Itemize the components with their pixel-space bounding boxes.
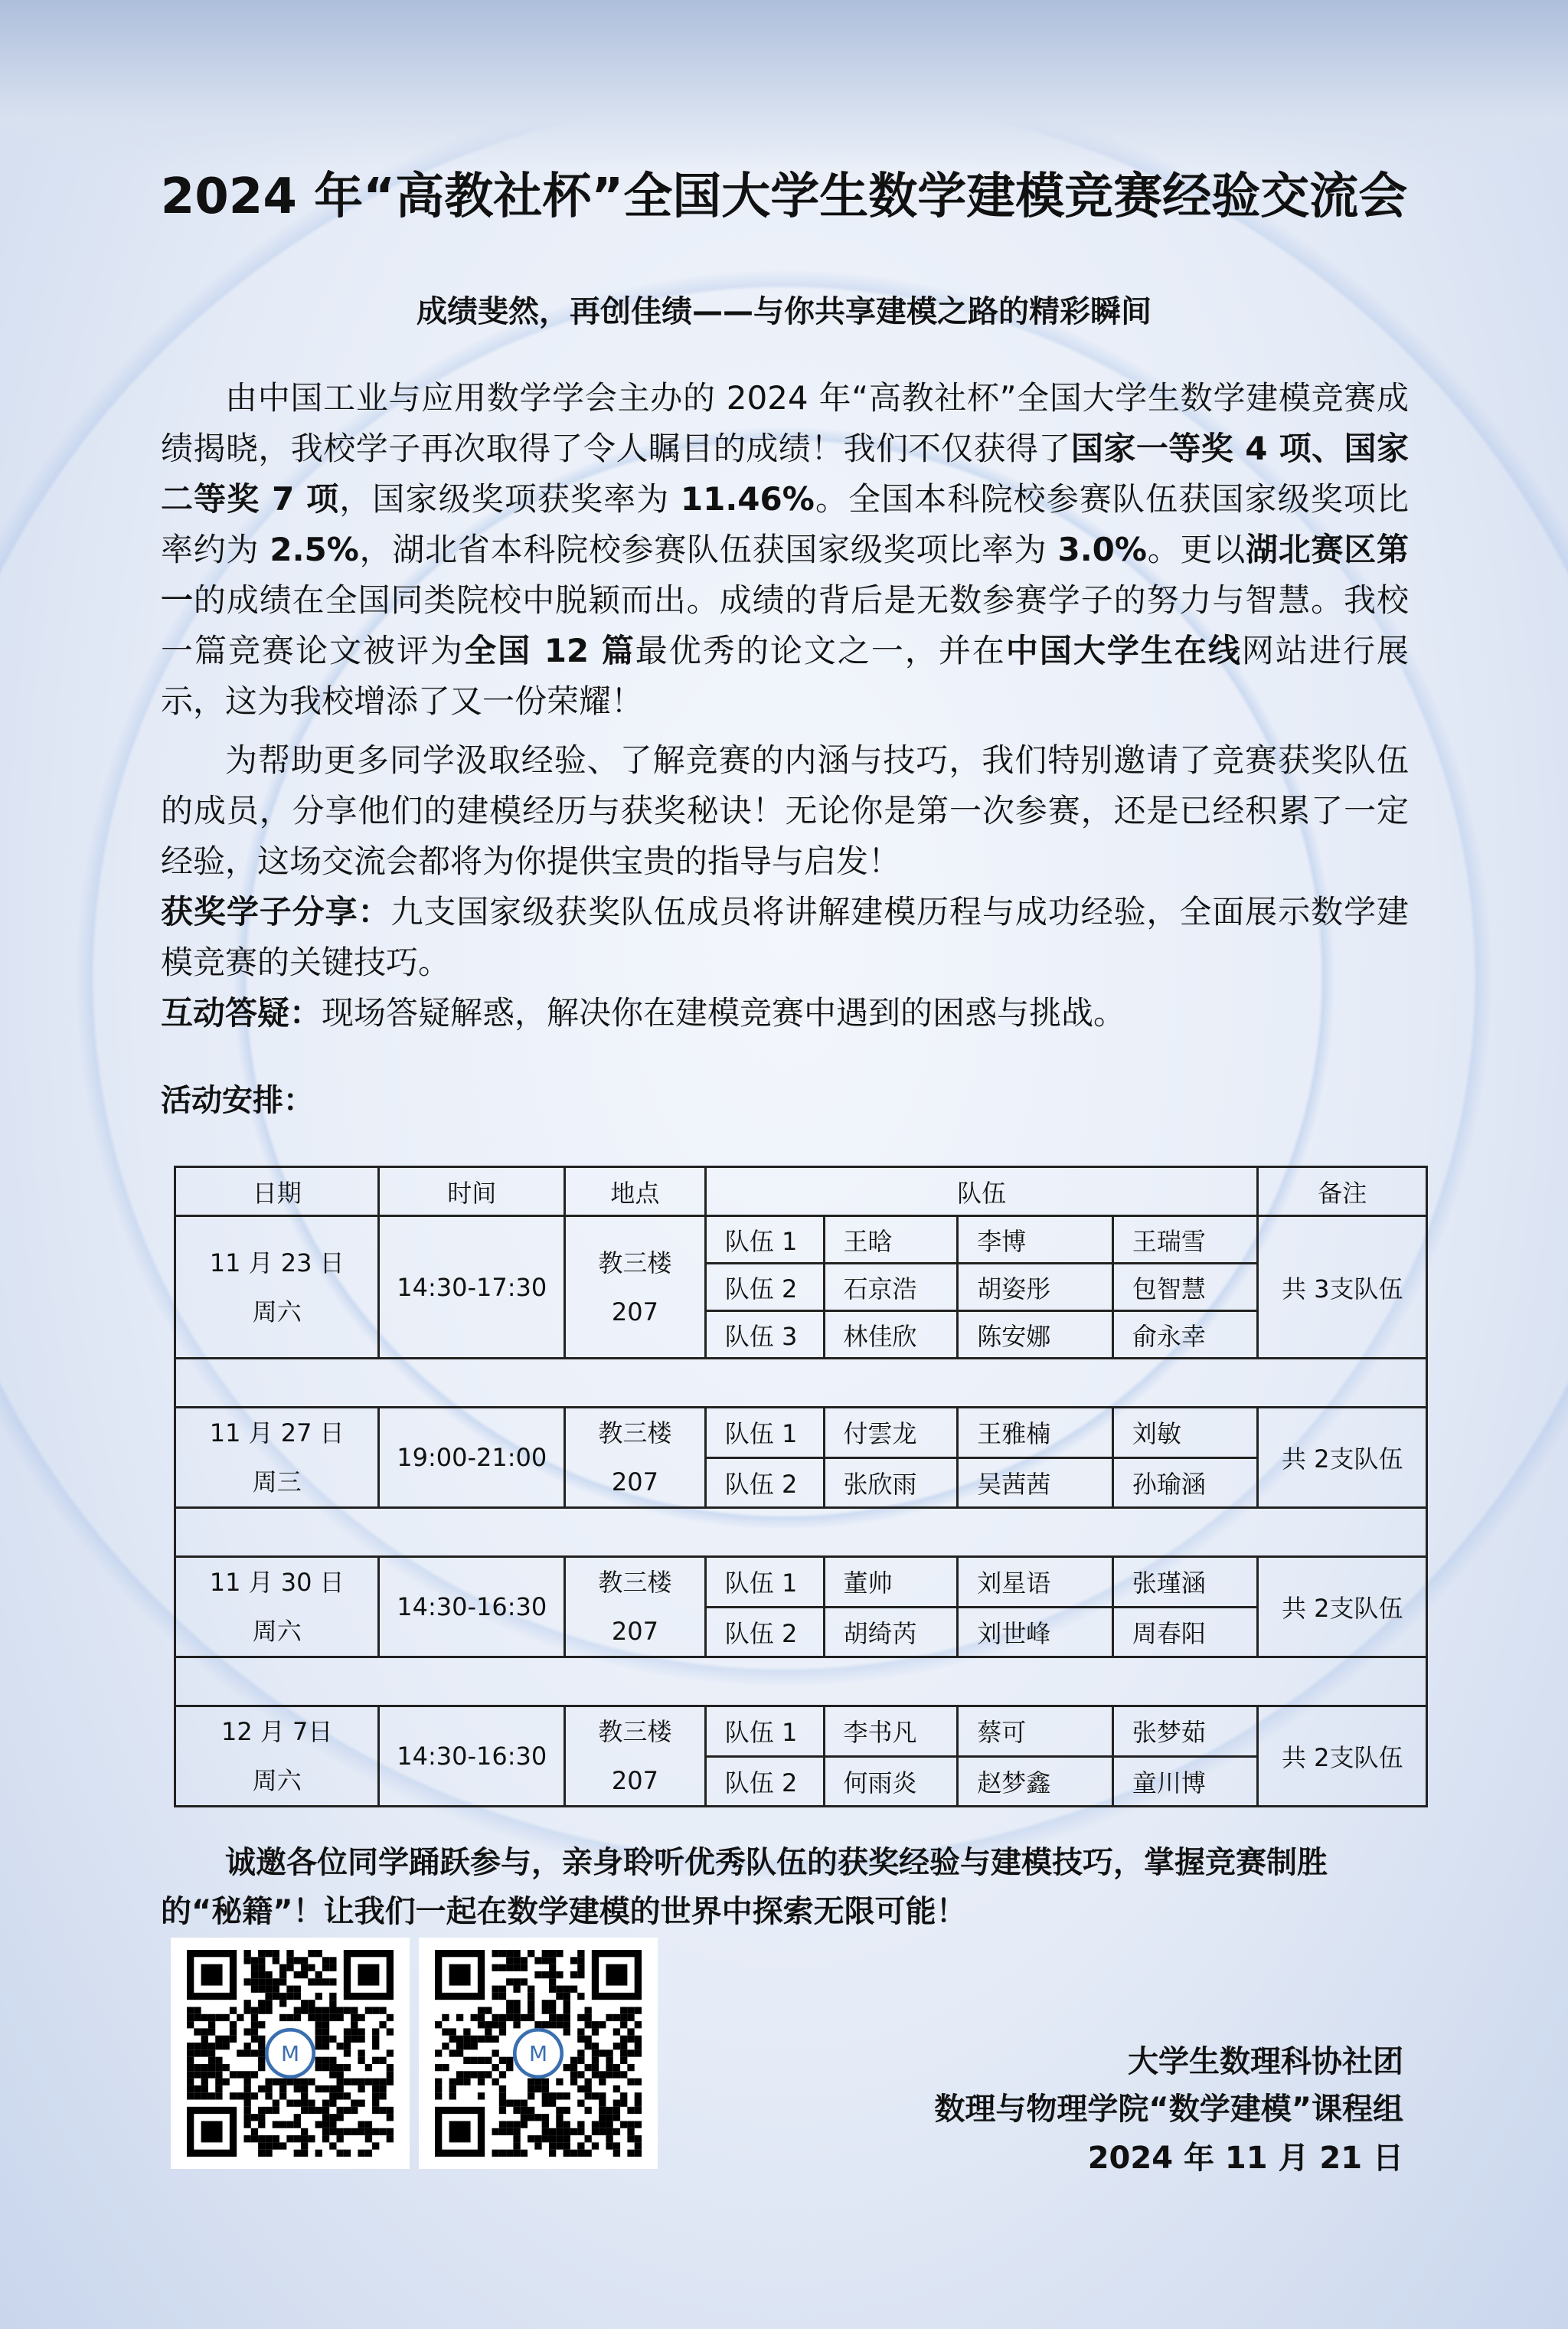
note-cell: 共 2支队伍 (1258, 1557, 1427, 1657)
header-note: 备注 (1258, 1167, 1427, 1216)
body-text: 的成绩在全国同类院校中脱颖而出。成绩的背后是无数参赛学子的努力与智慧。我校一篇竞赛论文被评为 (161, 581, 1409, 669)
signature-org: 大学生数理科协社团 (1128, 2044, 1403, 2079)
member-name: 王雅楠 (958, 1408, 1113, 1458)
header-decoration (0, 0, 1568, 168)
room: 207 (611, 1467, 658, 1497)
body-text: 网站进行展示，这为我校增添了又一份荣耀！ (161, 632, 1409, 720)
subtitle: 成绩斐然，再创佳绩——与你共享建模之路的精彩瞬间 (416, 294, 1152, 329)
spacer-row (175, 1359, 1427, 1408)
note-cell: 共 2支队伍 (1258, 1706, 1427, 1807)
body-text: 。更以 (1146, 531, 1246, 568)
member-name: 赵梦鑫 (958, 1756, 1113, 1807)
room: 207 (611, 1766, 658, 1795)
member-name: 林佳欣 (824, 1311, 958, 1359)
date-cell (175, 1216, 379, 1359)
member-name: 李书凡 (824, 1706, 958, 1757)
weekday: 周六 (252, 1617, 302, 1646)
date: 12 月 7日 (220, 1717, 333, 1746)
qr-code-icon (183, 1950, 397, 2157)
table-row (175, 1557, 1427, 1608)
building: 教三楼 (598, 1248, 672, 1277)
place-cell (565, 1557, 706, 1657)
intro-paragraph (161, 373, 1409, 727)
building: 教三楼 (598, 1568, 672, 1597)
qr-code-2[interactable] (419, 1938, 658, 2169)
weekday: 周六 (252, 1766, 302, 1795)
member-name: 刘世峰 (958, 1607, 1113, 1657)
team-label: 队伍 1 (705, 1706, 824, 1757)
signature-dept: 数理与物理学院“数学建模”课程组 (934, 2092, 1403, 2127)
time-cell: 14:30-17:30 (379, 1216, 565, 1359)
qr-logo: M (280, 2041, 300, 2067)
date: 11 月 27 日 (209, 1418, 345, 1447)
weekday: 周三 (252, 1467, 302, 1497)
member-name: 吴茜茜 (958, 1457, 1113, 1508)
member-name: 胡绮芮 (824, 1607, 958, 1657)
team-label: 队伍 3 (705, 1311, 824, 1359)
member-name: 周春阳 (1112, 1607, 1258, 1657)
member-name: 董帅 (824, 1557, 958, 1608)
time-cell: 14:30-16:30 (379, 1706, 565, 1807)
header-time: 时间 (379, 1167, 565, 1216)
member-name: 张欣雨 (824, 1457, 958, 1508)
member-name: 陈安娜 (958, 1311, 1113, 1359)
body-text: ，湖北省本科院校参赛队伍获国家级奖项比率为 (358, 531, 1058, 568)
qa-text: 现场答疑解惑，解决你在建模竞赛中遇到的困惑与挑战。 (322, 994, 1126, 1032)
highlight-text: 3.0% (1057, 531, 1147, 568)
time-cell: 19:00-21:00 (379, 1408, 565, 1508)
highlight-text: 国家一等奖 4 项、国家二等奖 7 项 (161, 430, 1409, 518)
highlight-text: 11.46% (680, 480, 815, 518)
body-text: 由中国工业与应用数学学会主办的 2024 年“高教社杯”全国大学生数学建模竞赛成绩揭晓，我校学子再次取得了令人瞩目的成绩！我们不仅获得了 (161, 379, 1409, 467)
team-label: 队伍 2 (705, 1756, 824, 1807)
qa-label: 互动答疑： (161, 994, 322, 1032)
team-label: 队伍 1 (705, 1408, 824, 1458)
date: 11 月 30 日 (209, 1568, 345, 1597)
spacer-row (175, 1657, 1427, 1706)
member-name: 胡姿彤 (958, 1264, 1113, 1311)
member-name: 李博 (958, 1216, 1113, 1264)
member-name: 王瑞雪 (1112, 1216, 1258, 1264)
invitation-text: 为帮助更多同学汲取经验、了解竞赛的内涵与技巧，我们特别邀请了竞赛获奖队伍的成员，分享他们的建模经历与获奖秘诀！无论你是第一次参赛，还是已经积累了一定经验，这场交流会都将为你提供宝贵的指导与启发！ (161, 741, 1409, 880)
weekday: 周六 (252, 1297, 302, 1326)
date-cell (175, 1408, 379, 1508)
member-name: 石京浩 (824, 1264, 958, 1311)
schedule-table (174, 1166, 1428, 1807)
highlight-text: 中国大学生在线 (1005, 632, 1242, 669)
place-cell (565, 1706, 706, 1807)
table-row (175, 1706, 1427, 1757)
date-cell (175, 1706, 379, 1807)
member-name: 包智慧 (1112, 1264, 1258, 1311)
room: 207 (611, 1297, 658, 1326)
note-cell: 共 2支队伍 (1258, 1408, 1427, 1508)
body-text: 。全国本科院校参赛队伍获国家级奖项比率约为 (161, 480, 1409, 568)
table-header-row (175, 1167, 1427, 1216)
place-cell (565, 1216, 706, 1359)
member-name: 付雲龙 (824, 1408, 958, 1458)
member-name: 童川博 (1112, 1756, 1258, 1807)
building: 教三楼 (598, 1418, 672, 1447)
team-label: 队伍 1 (705, 1216, 824, 1264)
header-place: 地点 (565, 1167, 706, 1216)
body-text: ，国家级奖项获奖率为 (339, 480, 681, 518)
header-teams: 队伍 (705, 1167, 1258, 1216)
note-cell: 共 3支队伍 (1258, 1216, 1427, 1359)
qr-code-1[interactable] (171, 1938, 410, 2169)
team-label: 队伍 1 (705, 1557, 824, 1608)
table-row (175, 1216, 1427, 1264)
member-name: 俞永幸 (1112, 1311, 1258, 1359)
closing-invitation: 诚邀各位同学踊跃参与，亲身聆听优秀队伍的获奖经验与建模技巧，掌握竞赛制胜的“秘籍”！让我们一起在数学建模的世界中探索无限可能！ (161, 1845, 1328, 1929)
invitation-paragraph (161, 735, 1409, 1039)
body-text: 最优秀的论文之一，并在 (635, 632, 1006, 669)
highlight-text: 全国 12 篇 (464, 632, 635, 669)
share-text: 九支国家级获奖队伍成员将讲解建模历程与成功经验，全面展示数学建模竞赛的关键技巧。 (161, 893, 1409, 981)
header-date: 日期 (175, 1167, 379, 1216)
building: 教三楼 (598, 1717, 672, 1746)
page-title: 2024 年“高教社杯”全国大学生数学建模竞赛经验交流会 (160, 168, 1408, 225)
member-name: 何雨炎 (824, 1756, 958, 1807)
member-name: 刘星语 (958, 1557, 1113, 1608)
qr-code-icon (431, 1950, 645, 2157)
signature-date: 2024 年 11 月 21 日 (1087, 2141, 1403, 2176)
table-row (175, 1408, 1427, 1458)
member-name: 蔡可 (958, 1706, 1113, 1757)
team-label: 队伍 2 (705, 1264, 824, 1311)
team-label: 队伍 2 (705, 1607, 824, 1657)
member-name: 张梦茹 (1112, 1706, 1258, 1757)
time-cell: 14:30-16:30 (379, 1557, 565, 1657)
member-name: 孙瑜涵 (1112, 1457, 1258, 1508)
schedule-heading: 活动安排： (161, 1083, 314, 1118)
member-name: 刘敏 (1112, 1408, 1258, 1458)
qr-logo: M (528, 2041, 548, 2067)
team-label: 队伍 2 (705, 1457, 824, 1508)
member-name: 王晗 (824, 1216, 958, 1264)
room: 207 (611, 1617, 658, 1646)
date-cell (175, 1557, 379, 1657)
spacer-row (175, 1508, 1427, 1557)
place-cell (565, 1408, 706, 1508)
share-label: 获奖学子分享： (161, 893, 391, 931)
highlight-text: 2.5% (270, 531, 359, 568)
date: 11 月 23 日 (209, 1248, 345, 1277)
member-name: 张瑾涵 (1112, 1557, 1258, 1608)
highlight-text: 湖北赛区第一 (161, 531, 1409, 619)
